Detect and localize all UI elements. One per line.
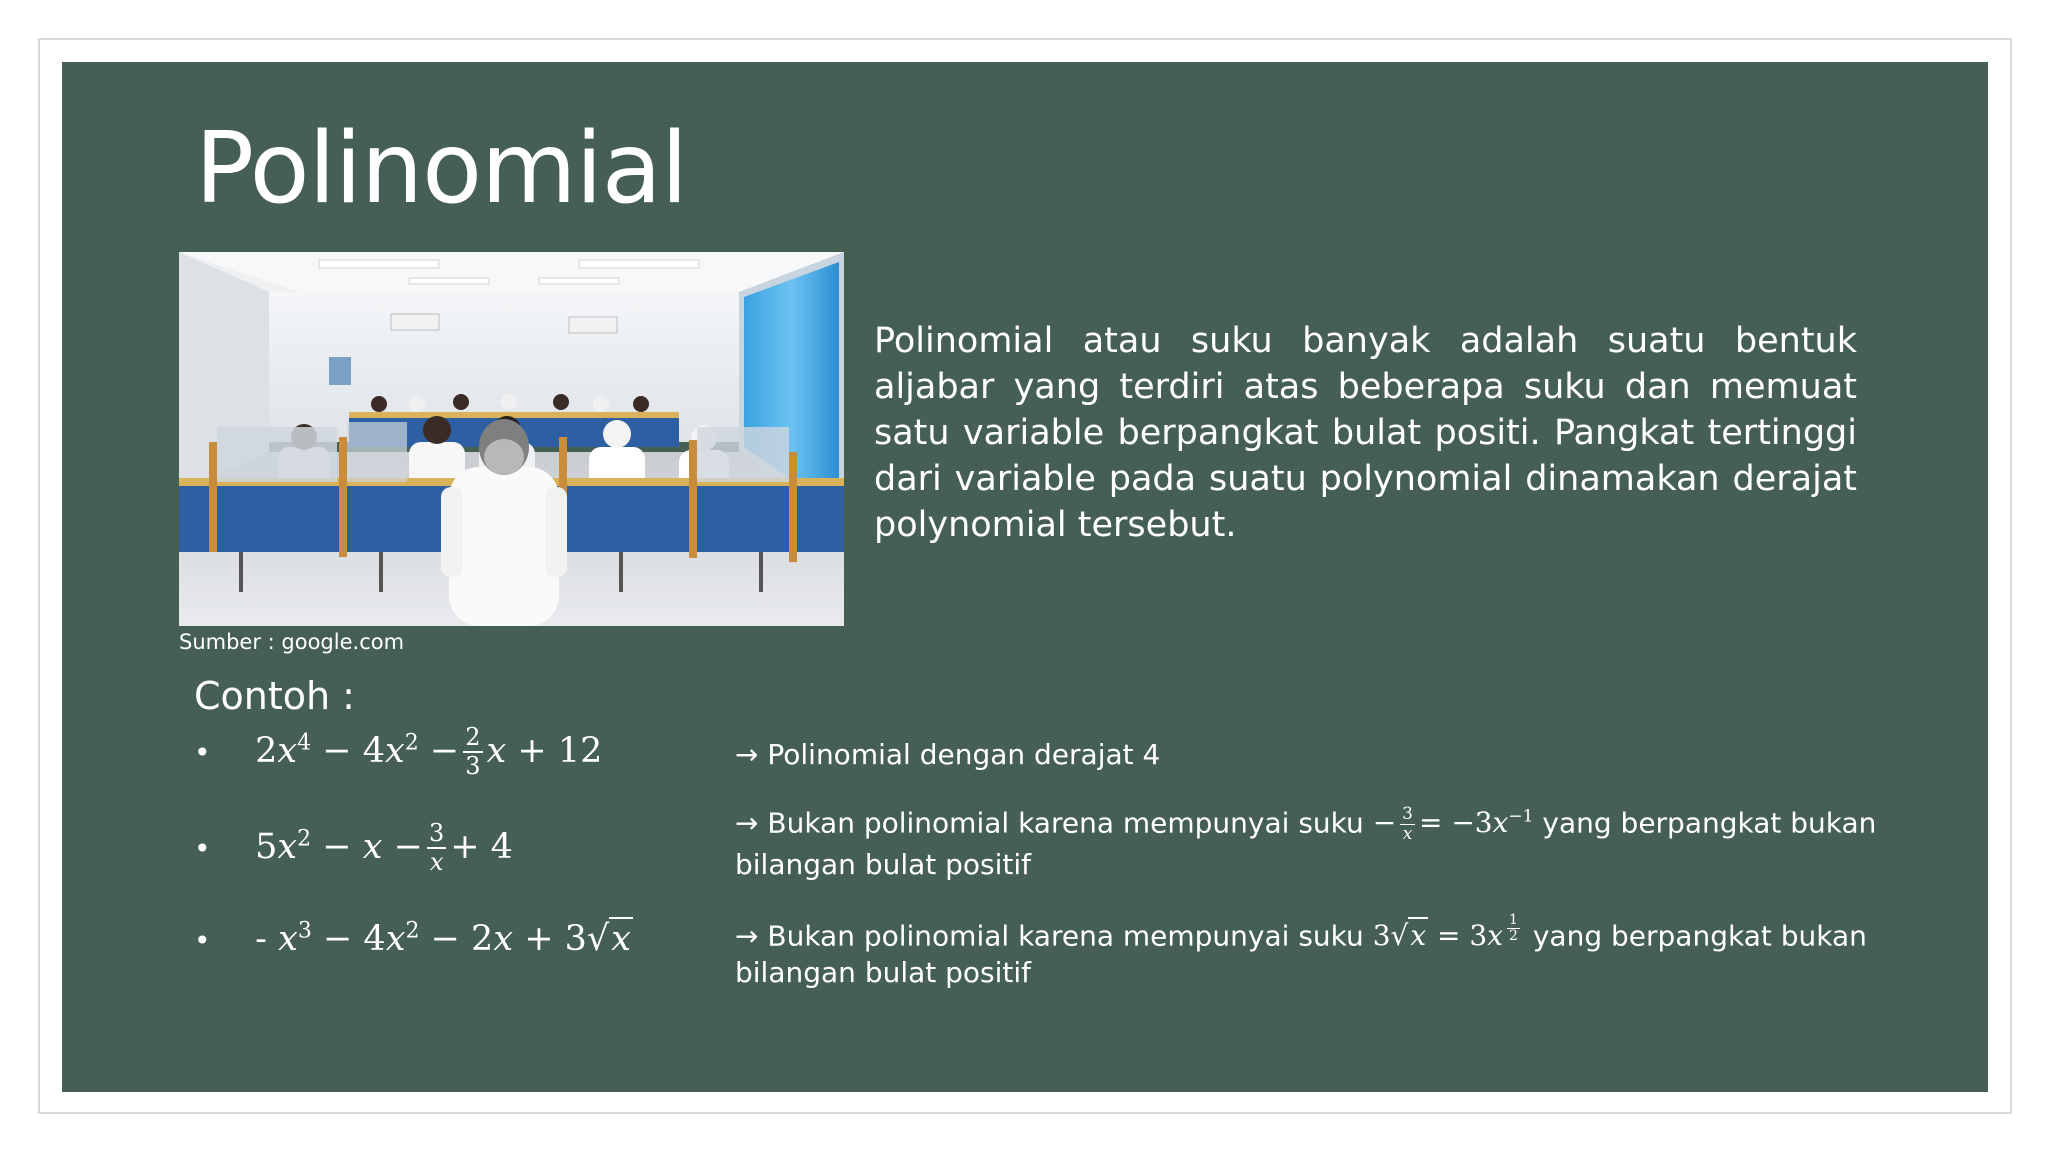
note-suffix: yang berpangkat bukan	[1532, 919, 1867, 953]
example-expression-2	[194, 820, 513, 876]
note-math: 3√x = 3x $^{\frac{1}{2}}$	[1372, 912, 1518, 953]
example-note-2-line1	[735, 796, 1876, 844]
bullet: •	[194, 735, 211, 769]
example-expression-1	[194, 724, 602, 780]
math-expression: - $x^3 - 4x^2 - 2x + 3√x$	[255, 918, 631, 959]
note-suffix: yang berpangkat bukan	[1542, 806, 1877, 840]
example-note-3-line1	[735, 907, 1867, 956]
note-prefix: → Bukan polinomial karena mempunyai suku	[735, 806, 1364, 840]
slide	[62, 62, 1988, 1092]
math-expression: $2x^4 - 4x^2$ − $\frac{2}{3}$ x + 12	[255, 723, 603, 780]
note-math: − $\frac{3}{x}$ = $-3x^{-1}$	[1372, 804, 1534, 845]
slide-title: Polinomial	[195, 112, 688, 226]
examples-heading: Contoh :	[194, 674, 355, 718]
image-source-caption: Sumber : google.com	[179, 630, 405, 654]
example-note-2-line2: bilangan bulat positif	[735, 848, 1032, 882]
polynomial-description: Polinomial atau suku banyak adalah suatu bentuk aljabar yang terdiri atas beberapa suku dan memuat satu variable berpangkat bulat positi. Pangkat tertinggi dari variable pada suatu polynomial dinamakan derajat polynomial tersebut.	[874, 321, 1857, 545]
example-note-1: → Polinomial dengan derajat 4	[735, 738, 1161, 771]
example-note-3-line2: bilangan bulat positif	[735, 956, 1032, 990]
classroom-photo-graphic	[179, 252, 844, 626]
bullet: •	[194, 831, 211, 865]
math-expression: $5x^2 - x$ − $\frac{3}{x}$ + 4	[255, 819, 513, 876]
bullet: •	[194, 923, 211, 957]
example-expression-3	[194, 918, 633, 959]
example-note-2	[735, 796, 1876, 886]
classroom-photo	[179, 252, 844, 626]
note-prefix: → Bukan polinomial karena mempunyai suku	[735, 919, 1364, 953]
example-note-3	[735, 907, 1867, 990]
